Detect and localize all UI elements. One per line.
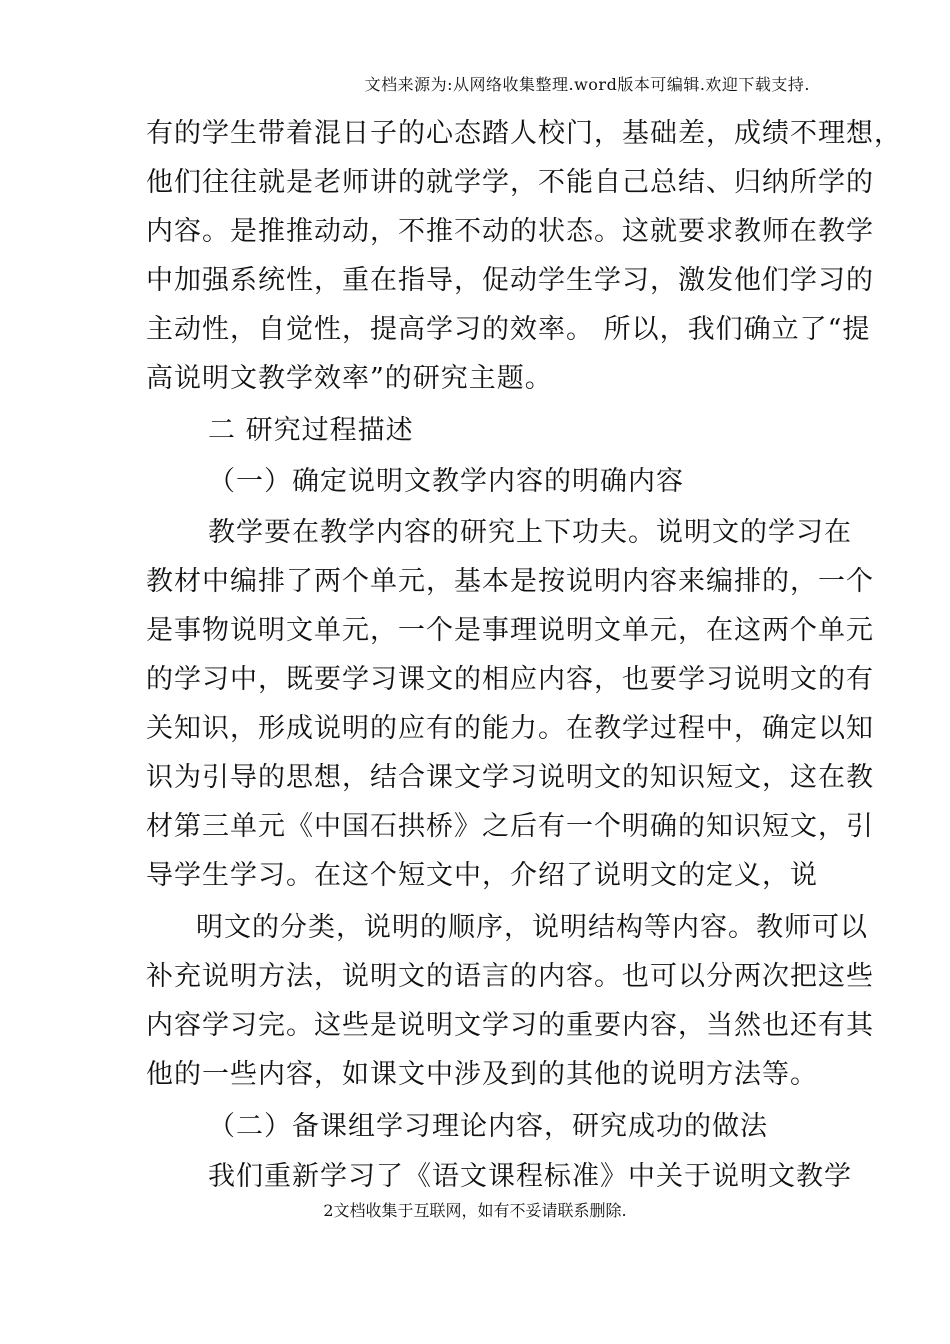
body-line: 主动性，自觉性，提高学习的效率。 所以，我们确立了“提 — [146, 314, 871, 345]
body-line: 补充说明方法，说明文的语言的内容。也可以分两次把这些 — [146, 961, 874, 992]
body-line: 我们重新学习了《语文课程标准》中关于说明文教学 — [208, 1161, 852, 1192]
subsection-heading: （二）备课组学习理论内容，研究成功的做法 — [208, 1111, 768, 1142]
body-line: 关知识，形成说明的应有的能力。在教学过程中，确定以知 — [146, 713, 874, 744]
body-line: 有的学生带着混日子的心态踏人校门，基础差，成绩不理想， — [146, 118, 902, 149]
body-line: 识为引导的思想，结合课文学习说明文的知识短文，这在教 — [146, 762, 874, 793]
subsection-heading: （一）确定说明文教学内容的明确内容 — [208, 466, 684, 497]
body-line: 是事物说明文单元，一个是事理说明文单元，在这两个单元 — [146, 615, 874, 646]
body-line: 明文的分类，说明的顺序，说明结构等内容。教师可以 — [196, 912, 868, 943]
body-line: 材第三单元《中国石拱桥》之后有一个明确的知识短文，引 — [146, 811, 874, 842]
body-line: 导学生学习。在这个短文中，介绍了说明文的定义，说 — [146, 860, 818, 891]
body-line: 他的一些内容，如课文中涉及到的其他的说明方法等。 — [146, 1059, 818, 1090]
section-heading: 二 研究过程描述 — [208, 415, 414, 446]
body-line: 的学习中，既要学习课文的相应内容，也要学习说明文的有 — [146, 664, 874, 695]
body-line: 他们往往就是老师讲的就学学，不能自己总结、归纳所学的 — [146, 167, 874, 198]
body-line: 内容。是推推动动，不推不动的状态。这就要求教师在教学 — [146, 216, 874, 247]
body-line: 教材中编排了两个单元，基本是按说明内容来编排的，一个 — [146, 566, 874, 597]
body-line: 高说明文教学效率”的研究主题。 — [146, 363, 553, 394]
body-line: 教学要在教学内容的研究上下功夫。说明文的学习在 — [208, 517, 852, 548]
body-line: 内容学习完。这些是说明文学习的重要内容，当然也还有其 — [146, 1010, 874, 1041]
page-footer-note: 2文档收集于互联网，如有不妥请联系删除. — [323, 1201, 627, 1220]
body-line: 中加强系统性，重在指导，促动学生学习，激发他们学习的 — [146, 265, 874, 296]
page-header-note: 文档来源为:从网络收集整理.word版本可编辑.欢迎下载支持. — [364, 75, 810, 94]
